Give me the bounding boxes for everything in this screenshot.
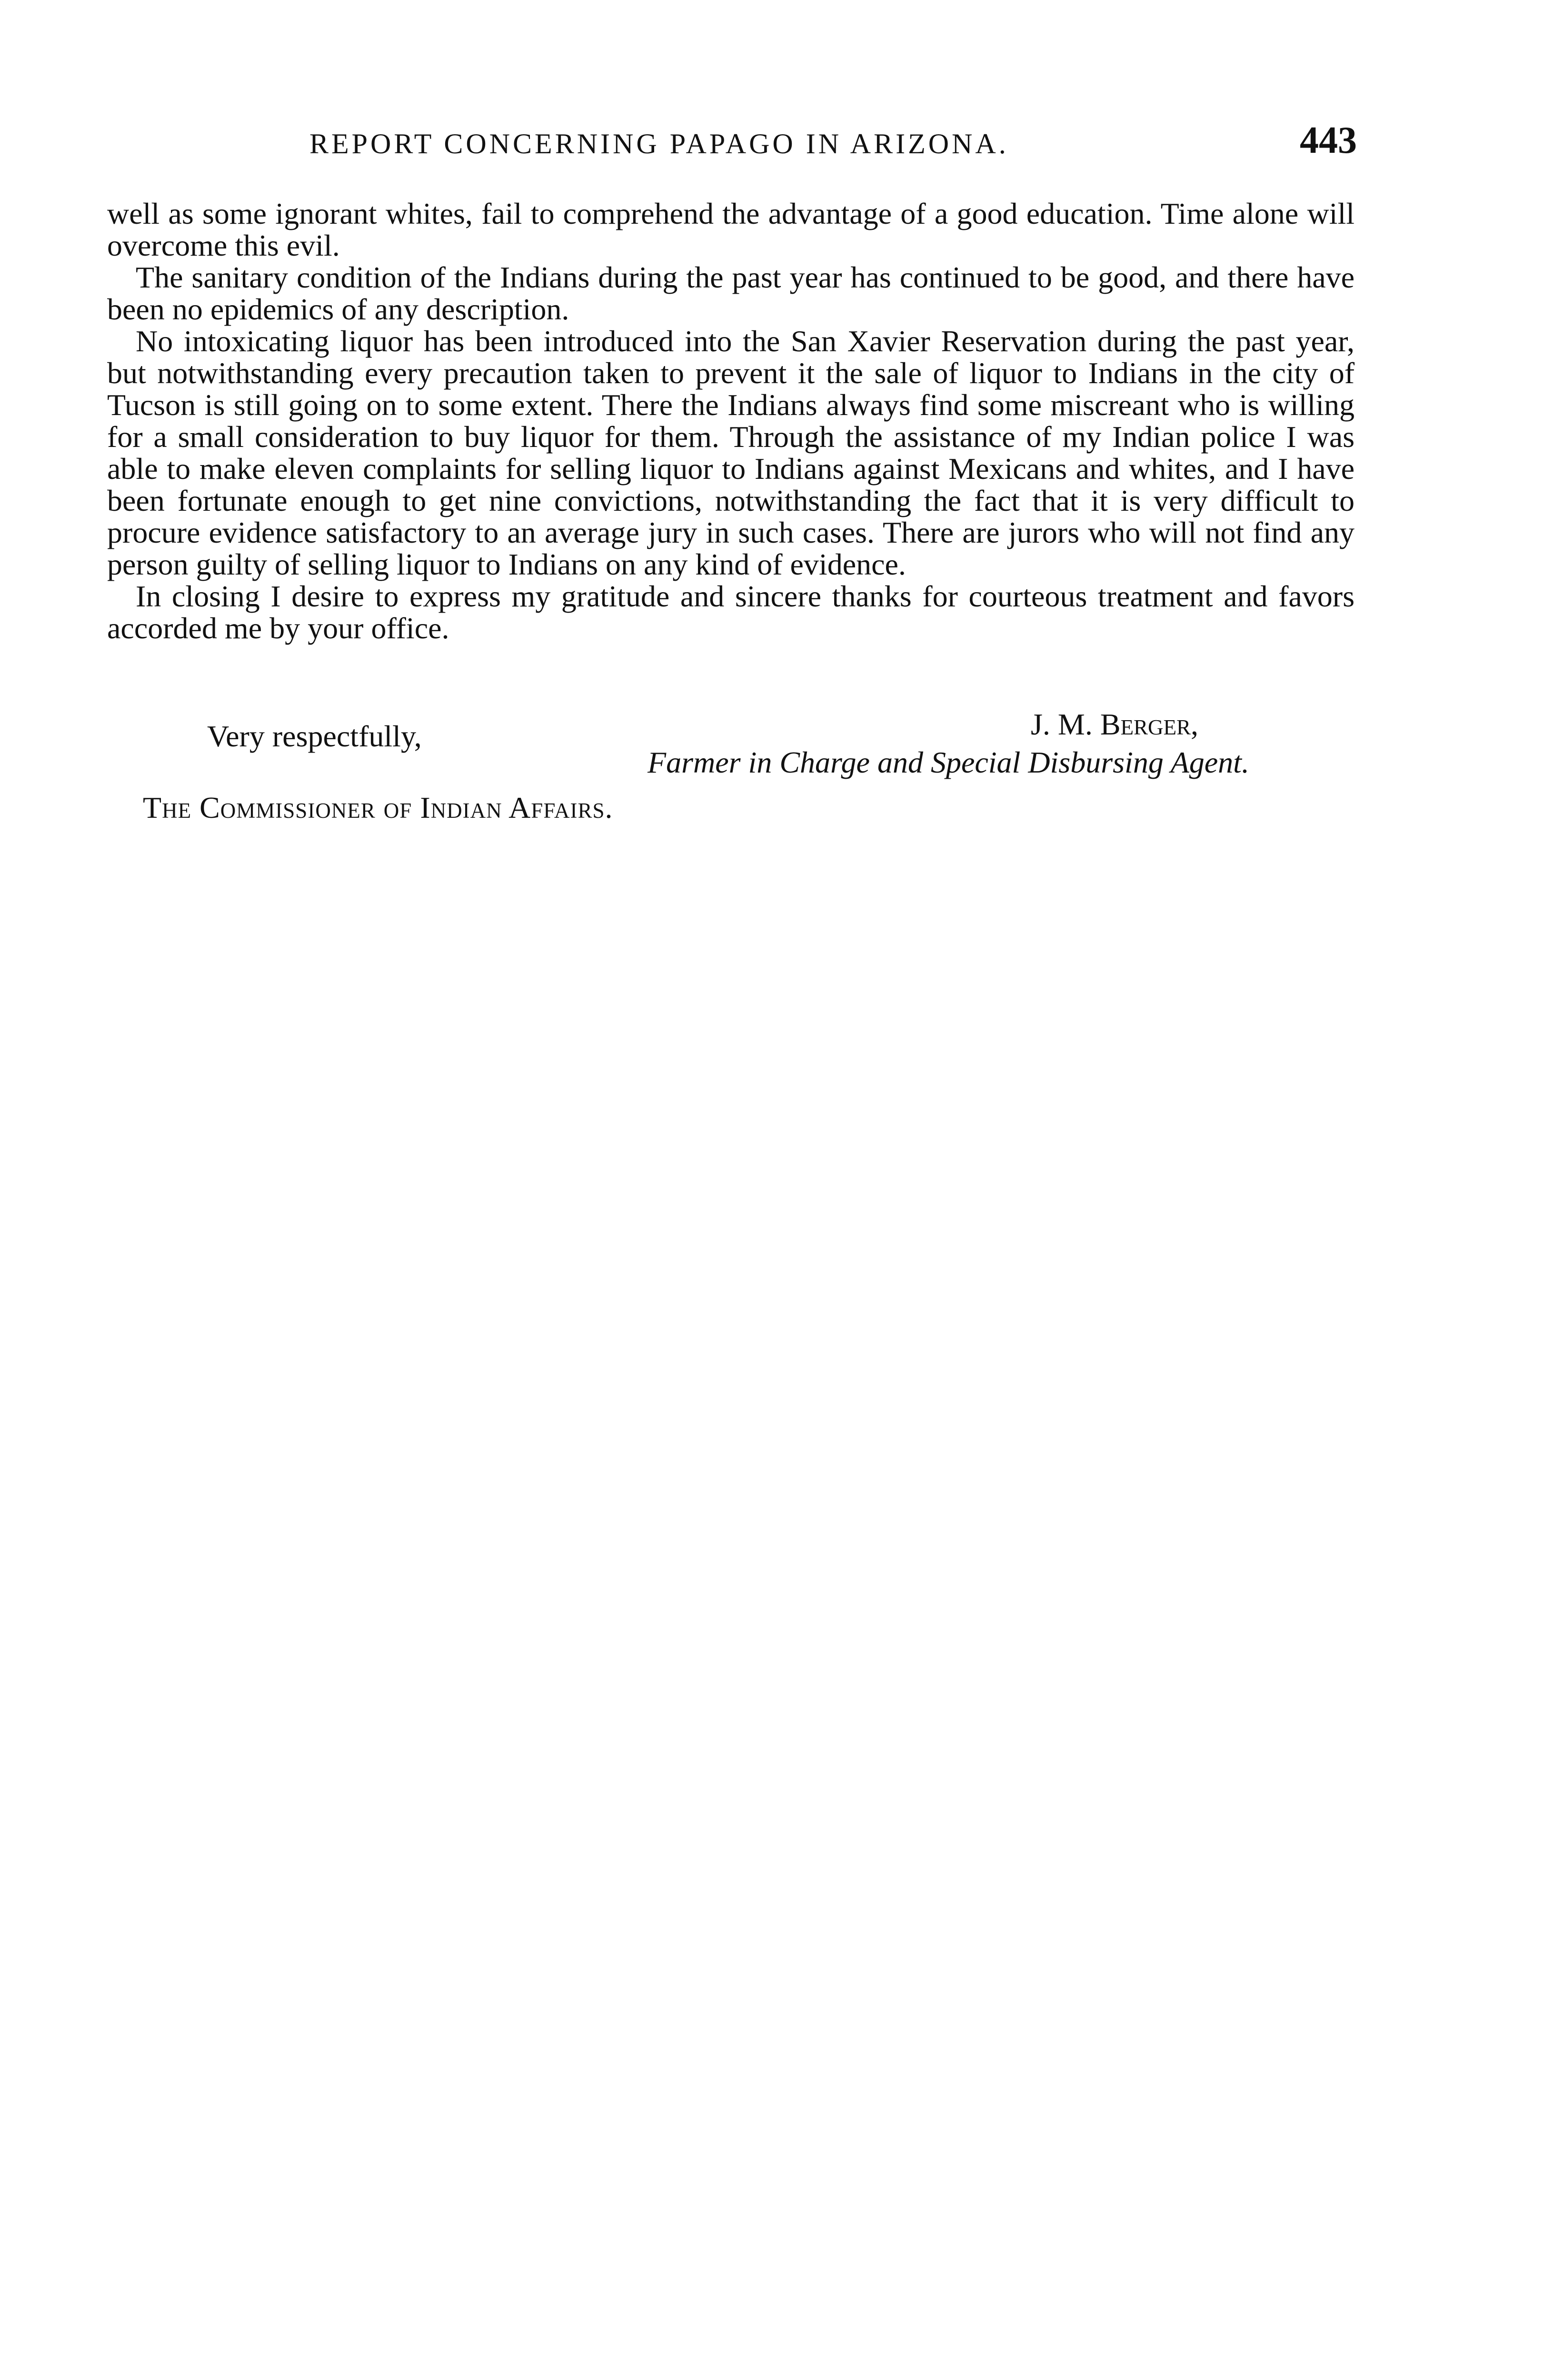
letter-closing	[107, 678, 1355, 831]
running-title: REPORT CONCERNING PAPAGO IN ARIZONA.	[309, 128, 1009, 159]
signer-name-text: J. M. Berger,	[1031, 707, 1199, 741]
paragraph-education: well as some ignorant whites, fail to comprehend the advantage of a good education. Time alone will overcome this evil.	[107, 197, 1355, 262]
signer-name	[1031, 707, 1198, 742]
salutation: Very respectfully,	[207, 719, 422, 753]
paragraph-liquor: No intoxicating liquor has been introduced into the San Xavier Reservation during the past year, but notwithstanding every precaution taken to prevent it the sale of liquor to Indians in the city of Tucson is still going on to some extent. There the Indians always find some miscreant who is willing for a small consideration to buy liquor for them. Through the assistance of my Indian police I was able to make eleven complaints for selling liquor to Indians against Mexicans and whites, and I have been fortunate enough to get nine convictions, notwithstanding the fact that it is very difficult to procure evidence satisfactory to an average jury in such cases. There are jurors who will not find any person guilty of selling liquor to Indians on any kind of evidence.	[107, 324, 1355, 581]
paragraph-sanitary-condition: The sanitary condition of the Indians during the past year has continued to be good, and there have been no epidemics of any description.	[107, 260, 1355, 326]
addressee: The Commissioner of Indian Affairs.	[143, 791, 613, 824]
signer-title: Farmer in Charge and Special Disbursing Agent.	[648, 745, 1249, 779]
paragraph-closing: In closing I desire to express my gratitude and sincere thanks for courteous treatment and favors accorded me by your office.	[107, 579, 1355, 645]
report-body	[107, 198, 1355, 644]
page-number: 443	[1300, 119, 1357, 161]
page-header	[309, 119, 1357, 167]
